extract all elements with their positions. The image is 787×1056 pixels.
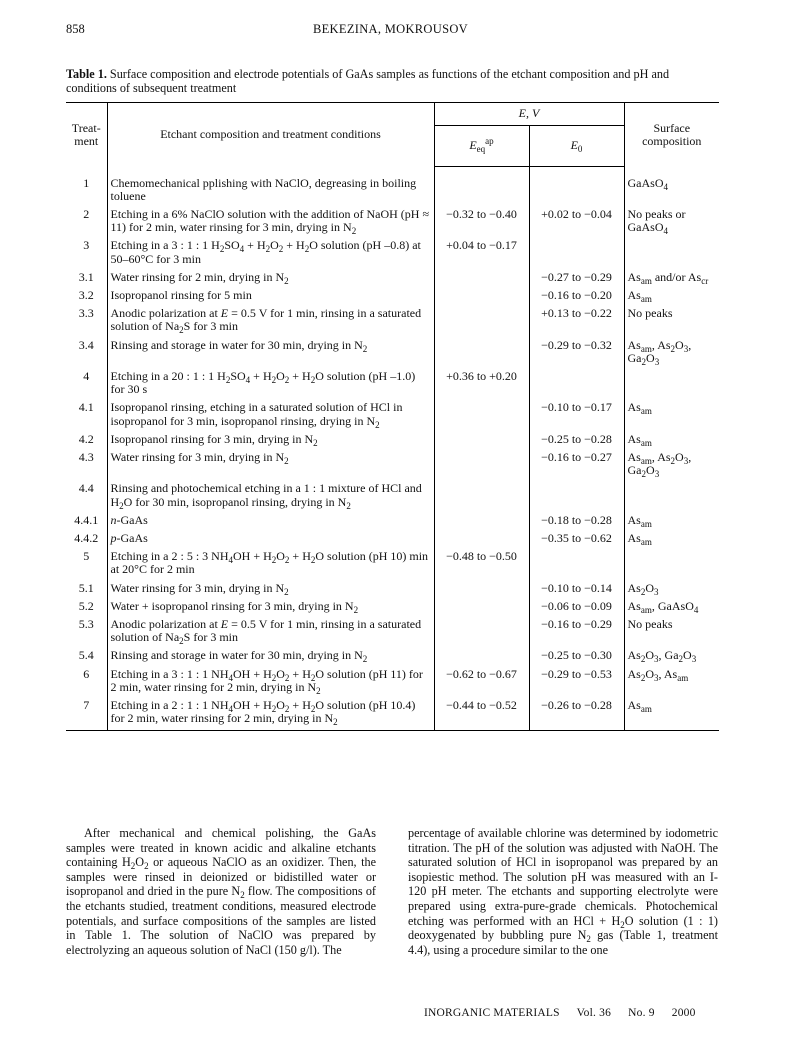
etchant-cell: Etching in a 2 : 1 : 1 $NH_4OH + H_2O_2 + H_2O$ solution (pH 10.4) for 2 min, water rinsing for 2 min, drying in $N_2$ — [107, 699, 434, 731]
table-row — [66, 289, 719, 307]
table-row — [66, 482, 719, 513]
e0-cell: −0.29 to −0.53 — [529, 668, 624, 699]
footer-journal: INORGANIC MATERIALS — [424, 1007, 560, 1019]
etchant-cell: n-GaAs — [107, 514, 434, 532]
table-row — [66, 271, 719, 289]
running-header — [66, 22, 715, 40]
etchant-cell: Etching in a 3 : 1 : 1 $NH_4OH + H_2O_2 + H_2O$ solution (pH 11) for 2 min, water rinsing for 2 min, drying in $N_2$ — [107, 668, 434, 699]
table-row — [66, 370, 719, 401]
surface-cell — [624, 239, 719, 270]
eeq-cell — [434, 482, 529, 513]
e0-cell: +0.02 to −0.04 — [529, 208, 624, 239]
treatment-cell: 3.3 — [78, 306, 94, 321]
table-row — [66, 532, 719, 550]
surface-cell: $As_{am}$ — [624, 699, 719, 731]
eeq-cell — [434, 339, 529, 370]
table-caption — [66, 67, 718, 95]
table-row — [66, 451, 719, 482]
table-row — [66, 167, 719, 208]
e0-cell — [529, 167, 624, 208]
table-row — [66, 600, 719, 618]
eeq-cell — [434, 167, 529, 208]
footer-year: 2000 — [671, 1007, 696, 1019]
etchant-cell: Rinsing and storage in water for 30 min, drying in $N_2$ — [107, 339, 434, 370]
header-ev — [434, 103, 624, 126]
surface-cell: $As_{am}$, $As_2O_3$, $Ga_2O_3$ — [624, 451, 719, 482]
body-column-left: After mechanical and chemical polishing, the GaAs samples were treated in known acidic and alkaline etchants containing $H_2O_2$ or aqueous NaClO as an oxidizer. Then, the samples were rinsed in deionized or bidistilled water or isopropanol and dried in the pure $N_2$ flow. The compositions of the etchants studied, treatment conditions, measured electrode potentials, and surface compositions of the samples are listed in Table 1. The solution of NaClO was prepared by electrolyzing an aqueous solution of NaCl (150 g/l). The — [66, 826, 376, 957]
e0-cell — [529, 370, 624, 401]
etchant-cell: p-GaAs — [107, 532, 434, 550]
e0-cell: +0.13 to −0.22 — [529, 307, 624, 338]
e0-cell — [529, 482, 624, 513]
treatment-cell: 4.4.2 — [74, 530, 99, 545]
page-footer — [424, 1007, 710, 1019]
e0-cell: −0.35 to −0.62 — [529, 532, 624, 550]
surface-cell: $As_2O_3$, $Ga_2O_3$ — [624, 649, 719, 667]
e0-cell: −0.10 to −0.17 — [529, 401, 624, 432]
etchant-cell: Isopropanol rinsing for 5 min — [107, 289, 434, 307]
e0-cell: −0.10 to −0.14 — [529, 582, 624, 600]
etchant-cell: Etching in a 20 : 1 : 1 $H_2SO_4 + H_2O_2 + H_2O$ solution (pH –1.0) for 30 s — [107, 370, 434, 401]
table-row — [66, 550, 719, 581]
etchant-cell: Isopropanol rinsing for 3 min, drying in $N_2$ — [107, 433, 434, 451]
treatment-cell: 2 — [83, 206, 90, 221]
eeq-cell: −0.62 to −0.67 — [434, 668, 529, 699]
treatment-cell: 1 — [83, 175, 90, 190]
surface-cell: $As_{am}$ — [624, 289, 719, 307]
etchant-cell: Water + isopropanol rinsing for 3 min, drying in $N_2$ — [107, 600, 434, 618]
surface-cell: $As_2O_3$, $As_{am}$ — [624, 668, 719, 699]
etchant-cell: Chemomechanical pplishing with NaClO, degreasing in boiling toluene — [107, 167, 434, 208]
etchant-cell: Anodic polarization at E = 0.5 V for 1 min, rinsing in a saturated solution of $Na_2S$ for 3 min — [107, 307, 434, 338]
table-row — [66, 649, 719, 667]
e0-cell: −0.16 to −0.29 — [529, 618, 624, 649]
table-row — [66, 582, 719, 600]
treatment-cell: 4.4.1 — [74, 512, 99, 527]
surface-cell — [624, 482, 719, 513]
surface-cell: $As_{am}$, GaAsO$_4$ — [624, 600, 719, 618]
etchant-cell: Etching in a 2 : 5 : 3 $NH_4OH + H_2O_2 + H_2O$ solution (pH 10) min at 20°C for 2 min — [107, 550, 434, 581]
treatment-cell: 5.3 — [78, 616, 94, 631]
etchant-cell: Isopropanol rinsing, etching in a saturated solution of HCl in isopropanol for 3 min, isopropanol rinsing, drying in $N_2$ — [107, 401, 434, 432]
surface-cell — [624, 550, 719, 581]
e0-cell: −0.18 to −0.28 — [529, 514, 624, 532]
footer-number: No. 9 — [628, 1007, 655, 1019]
eeq-cell: −0.32 to −0.40 — [434, 208, 529, 239]
treatment-cell: 5 — [83, 549, 90, 564]
table-row — [66, 618, 719, 649]
treatment-cell: 4.4 — [78, 481, 94, 496]
treatment-cell: 4.3 — [78, 449, 94, 464]
treatment-cell: 3.2 — [78, 287, 94, 302]
eeq-cell — [434, 401, 529, 432]
treatment-cell: 4.2 — [78, 431, 94, 446]
eeq-cell — [434, 271, 529, 289]
eeq-cell — [434, 289, 529, 307]
running-authors: BEKEZINA, MOKROUSOV — [312, 22, 468, 36]
eeq-cell — [434, 618, 529, 649]
e0-cell: −0.16 to −0.27 — [529, 451, 624, 482]
etchant-cell: Water rinsing for 3 min, drying in $N_2$ — [107, 582, 434, 600]
e0-cell: −0.26 to −0.28 — [529, 699, 624, 731]
etchant-cell: Anodic polarization at E = 0.5 V for 1 min, rinsing in a saturated solution of $Na_2S$ for 3 min — [107, 618, 434, 649]
e0-cell — [529, 550, 624, 581]
eeq-cell — [434, 649, 529, 667]
etchant-cell: Water rinsing for 2 min, drying in $N_2$ — [107, 271, 434, 289]
treatment-cell: 5.4 — [78, 648, 94, 663]
surface-cell: $As_{am}$ — [624, 514, 719, 532]
table-body — [66, 167, 719, 731]
surface-cell: No peaks — [624, 307, 719, 338]
table-label: Table 1. — [66, 67, 107, 81]
table-row — [66, 339, 719, 370]
surface-cell: No peaks — [624, 618, 719, 649]
table-row — [66, 307, 719, 338]
treatment-cell: 3 — [83, 238, 90, 253]
treatment-cell: 4.1 — [78, 400, 94, 415]
e0-cell: −0.29 to −0.32 — [529, 339, 624, 370]
table-row — [66, 401, 719, 432]
eeq-cell: −0.48 to −0.50 — [434, 550, 529, 581]
surface-cell: $As_{am}$ and/or $As_{cr}$ — [624, 271, 719, 289]
eeq-cell — [434, 582, 529, 600]
table-row — [66, 433, 719, 451]
page-number: 858 — [66, 22, 85, 36]
body-column-right: percentage of available chlorine was determined by iodometric titration. The pH of the solution was adjusted with NaOH. The saturated solution of HCl in isopropanol was prepared by an isopiestic method. The solution pH was measured with an I-120 pH meter. The etchants and supporting electrolyte were prepared using extra-pure-grade chemicals. Photochemical etching was performed with an HCl + $H_2O$ solution (1 : 1) deoxygenated by bubbling pure $N_2$ gas (Table 1, treatment 4.4), using a procedure similar to the one — [408, 826, 718, 957]
header-e0: $E_0$ — [529, 126, 624, 167]
e0-cell: −0.06 to −0.09 — [529, 600, 624, 618]
table-row — [66, 514, 719, 532]
header-ev-text: E, V — [518, 106, 540, 121]
eeq-cell: −0.44 to −0.52 — [434, 699, 529, 731]
results-table — [66, 102, 719, 731]
e0-cell: −0.16 to −0.20 — [529, 289, 624, 307]
eeq-cell — [434, 433, 529, 451]
table-caption-text: Surface composition and electrode potentials of GaAs samples as functions of the etchant composition and pH and conditions of subsequent treatment — [66, 67, 670, 95]
eeq-cell: +0.04 to −0.17 — [434, 239, 529, 270]
surface-cell: GaAsO$_4$ — [624, 167, 719, 208]
surface-cell: $As_{am}$, $As_2O_3$, $Ga_2O_3$ — [624, 339, 719, 370]
etchant-cell: Rinsing and photochemical etching in a 1 : 1 mixture of HCl and $H_2O$ for 30 min, isopropanol rinsing, drying in $N_2$ — [107, 482, 434, 513]
header-surface: Surface composition — [624, 103, 719, 167]
surface-cell: $As_{am}$ — [624, 532, 719, 550]
treatment-cell: 7 — [66, 699, 107, 731]
eeq-cell: +0.36 to +0.20 — [434, 370, 529, 401]
e0-cell — [529, 239, 624, 270]
treatment-cell: 5.1 — [78, 580, 94, 595]
etchant-cell: Rinsing and storage in water for 30 min, drying in $N_2$ — [107, 649, 434, 667]
eeq-cell — [434, 514, 529, 532]
header-eeq: $E_{eq}^{ap}$ — [434, 126, 529, 167]
header-treatment: Treat-ment — [66, 103, 107, 167]
eeq-cell — [434, 307, 529, 338]
surface-cell: $As_{am}$ — [624, 401, 719, 432]
treatment-cell: 3.4 — [78, 337, 94, 352]
eeq-cell — [434, 600, 529, 618]
footer-volume: Vol. 36 — [576, 1007, 612, 1019]
surface-cell: No peaks or GaAsO$_4$ — [624, 208, 719, 239]
treatment-cell: 5.2 — [78, 598, 94, 613]
surface-cell — [624, 370, 719, 401]
eeq-cell — [434, 451, 529, 482]
surface-cell: $As_{am}$ — [624, 433, 719, 451]
header-etchant: Etchant composition and treatment conditions — [107, 103, 434, 167]
treatment-cell: 6 — [83, 666, 90, 681]
table-row — [66, 208, 719, 239]
eeq-cell — [434, 532, 529, 550]
table-row — [66, 668, 719, 699]
etchant-cell: Etching in a 3 : 1 : 1 $H_2SO_4 + H_2O_2 + H_2O$ solution (pH –0.8) at 50–60°C for 3 min — [107, 239, 434, 270]
surface-cell: $As_2O_3$ — [624, 582, 719, 600]
table-row — [66, 239, 719, 270]
e0-cell: −0.27 to −0.29 — [529, 271, 624, 289]
treatment-cell: 4 — [83, 368, 90, 383]
treatment-cell: 3.1 — [78, 269, 94, 284]
etchant-cell: Etching in a 6% NaClO solution with the addition of NaOH (pH ≈ 11) for 2 min, water rinsing for 3 min, drying in $N_2$ — [107, 208, 434, 239]
etchant-cell: Water rinsing for 3 min, drying in $N_2$ — [107, 451, 434, 482]
e0-cell: −0.25 to −0.28 — [529, 433, 624, 451]
e0-cell: −0.25 to −0.30 — [529, 649, 624, 667]
table-row — [66, 699, 719, 731]
